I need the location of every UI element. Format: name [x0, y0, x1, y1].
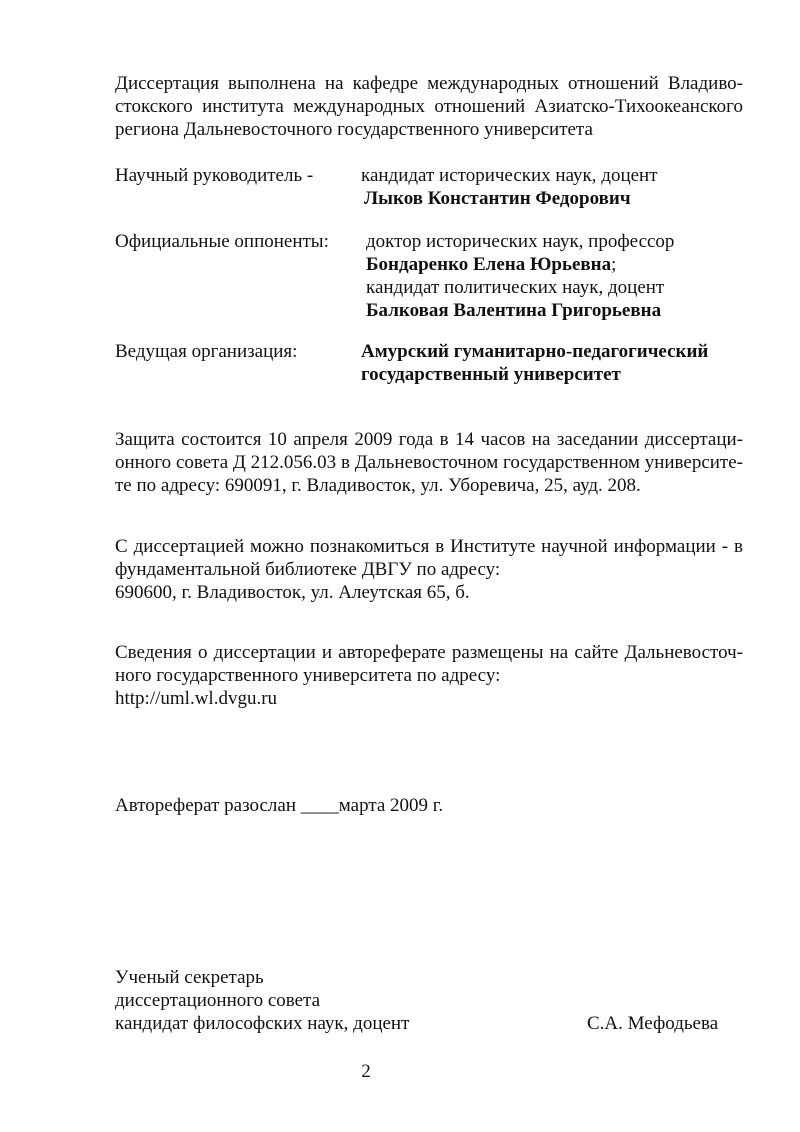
library-line: фундаментальной библиотеке ДВГУ по адресу: [115, 559, 501, 580]
opponent-2-name: Балковая Валентина Григорьевна [366, 300, 662, 321]
defense-paragraph [115, 428, 743, 497]
opponent-2-degree: кандидат политических наук, доцент [366, 277, 665, 298]
website-line: ного государственного университета по адресу: [115, 665, 501, 686]
library-line: С диссертацией можно познакомиться в Институте научной информации - в [115, 536, 743, 557]
website-url: http://uml.wl.dvgu.ru [115, 688, 278, 709]
intro-paragraph [115, 72, 743, 141]
opponent-separator: ; [611, 254, 617, 275]
secretary-council: диссертационного совета [115, 990, 321, 1011]
page-number: 2 [361, 1061, 371, 1082]
leading-org-name-line2: государственный университет [361, 364, 621, 385]
opponent-1-degree: доктор исторических наук, профессор [366, 231, 675, 252]
intro-line: региона Дальневосточного государственного университета [115, 119, 593, 140]
website-line: Сведения о диссертации и автореферате размещены на сайте Дальневосточ- [115, 642, 743, 663]
secretary-name: С.А. Мефодьева [587, 1013, 719, 1034]
library-line: 690600, г. Владивосток, ул. Алеутская 65, б. [115, 582, 470, 603]
defense-line: Защита состоится 10 апреля 2009 года в 14 часов на заседании диссертаци- [115, 429, 743, 450]
opponents-label: Официальные оппоненты: [115, 231, 329, 252]
secretary-title: Ученый секретарь [115, 967, 264, 988]
leading-org-name-line1: Амурский гуманитарно-педагогический [361, 341, 709, 362]
secretary-degree: кандидат философских наук, доцент [115, 1013, 410, 1034]
intro-line: стокского института международных отношений Азиатско-Тихоокеанского [115, 96, 743, 117]
library-paragraph [115, 535, 743, 604]
distribution-date: Автореферат разослан ____марта 2009 г. [115, 795, 444, 816]
website-paragraph [115, 641, 743, 710]
supervisor-degree: кандидат исторических наук, доцент [361, 165, 658, 186]
opponent-1-line [366, 253, 616, 276]
defense-line: те по адресу: 690091, г. Владивосток, ул. Уборевича, 25, ауд. 208. [115, 475, 641, 496]
supervisor-name: Лыков Константин Федорович [364, 188, 631, 209]
opponent-1-name: Бондаренко Елена Юрьевна [366, 254, 612, 275]
leading-org-label: Ведущая организация: [115, 341, 298, 362]
defense-line: онного совета Д 212.056.03 в Дальневосточном государственном университе- [115, 452, 743, 473]
supervisor-label: Научный руководитель - [115, 165, 314, 186]
intro-line: Диссертация выполнена на кафедре международных отношений Владиво- [115, 73, 743, 94]
